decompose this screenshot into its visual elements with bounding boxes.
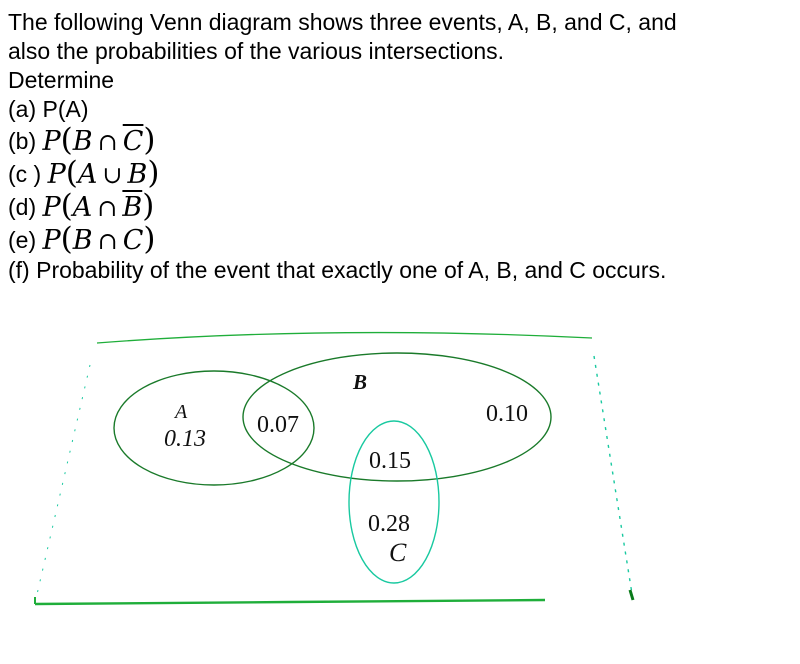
- part-e: (e) P(B ∩ C): [8, 221, 156, 257]
- region-b-only: 0.10: [486, 401, 528, 427]
- math-expression-c: P(A ∪ B): [47, 155, 160, 191]
- question-text: [8, 8, 792, 285]
- sample-space-top-edge: [97, 333, 592, 343]
- event-b-label: B: [353, 370, 368, 394]
- part-d: (d) P(A ∩ $\overline{B}$): [8, 188, 155, 224]
- math-expression-e: P(B ∩ C): [42, 221, 156, 257]
- sample-space-right-tick: [630, 590, 633, 600]
- complement-bar: $\overline{B}$: [122, 192, 143, 223]
- sample-space-bottom-edge: [35, 600, 545, 604]
- intro-line-1: The following Venn diagram shows three events, A, B, and C, and: [8, 9, 677, 35]
- region-a-only: 0.13: [164, 426, 206, 452]
- math-expression-b: P(B ∩ $\overline{C}$): [42, 122, 156, 158]
- complement-bar: $\overline{C}$: [122, 126, 144, 157]
- event-c-label: C: [389, 538, 407, 567]
- part-f: (f) Probability of the event that exactly one of A, B, and C occurs.: [8, 257, 667, 283]
- part-b: (b) P(B ∩ $\overline{C}$): [8, 122, 156, 158]
- part-a: (a) P(A): [8, 96, 89, 122]
- intro-line-2: also the probabilities of the various intersections.: [8, 38, 505, 64]
- sample-space-left-edge: [35, 365, 90, 603]
- part-c: (c ) P(A ∪ B): [8, 155, 160, 191]
- event-a-label: A: [175, 401, 188, 423]
- math-expression-d: P(A ∩ $\overline{B}$): [42, 188, 155, 224]
- venn-diagram: [0, 325, 800, 625]
- region-b-and-c: 0.15: [369, 448, 411, 474]
- region-a-and-b: 0.07: [257, 412, 299, 438]
- determine-label: Determine: [8, 67, 115, 93]
- region-c-only: 0.28: [368, 511, 410, 537]
- sample-space-right-edge: [594, 356, 633, 600]
